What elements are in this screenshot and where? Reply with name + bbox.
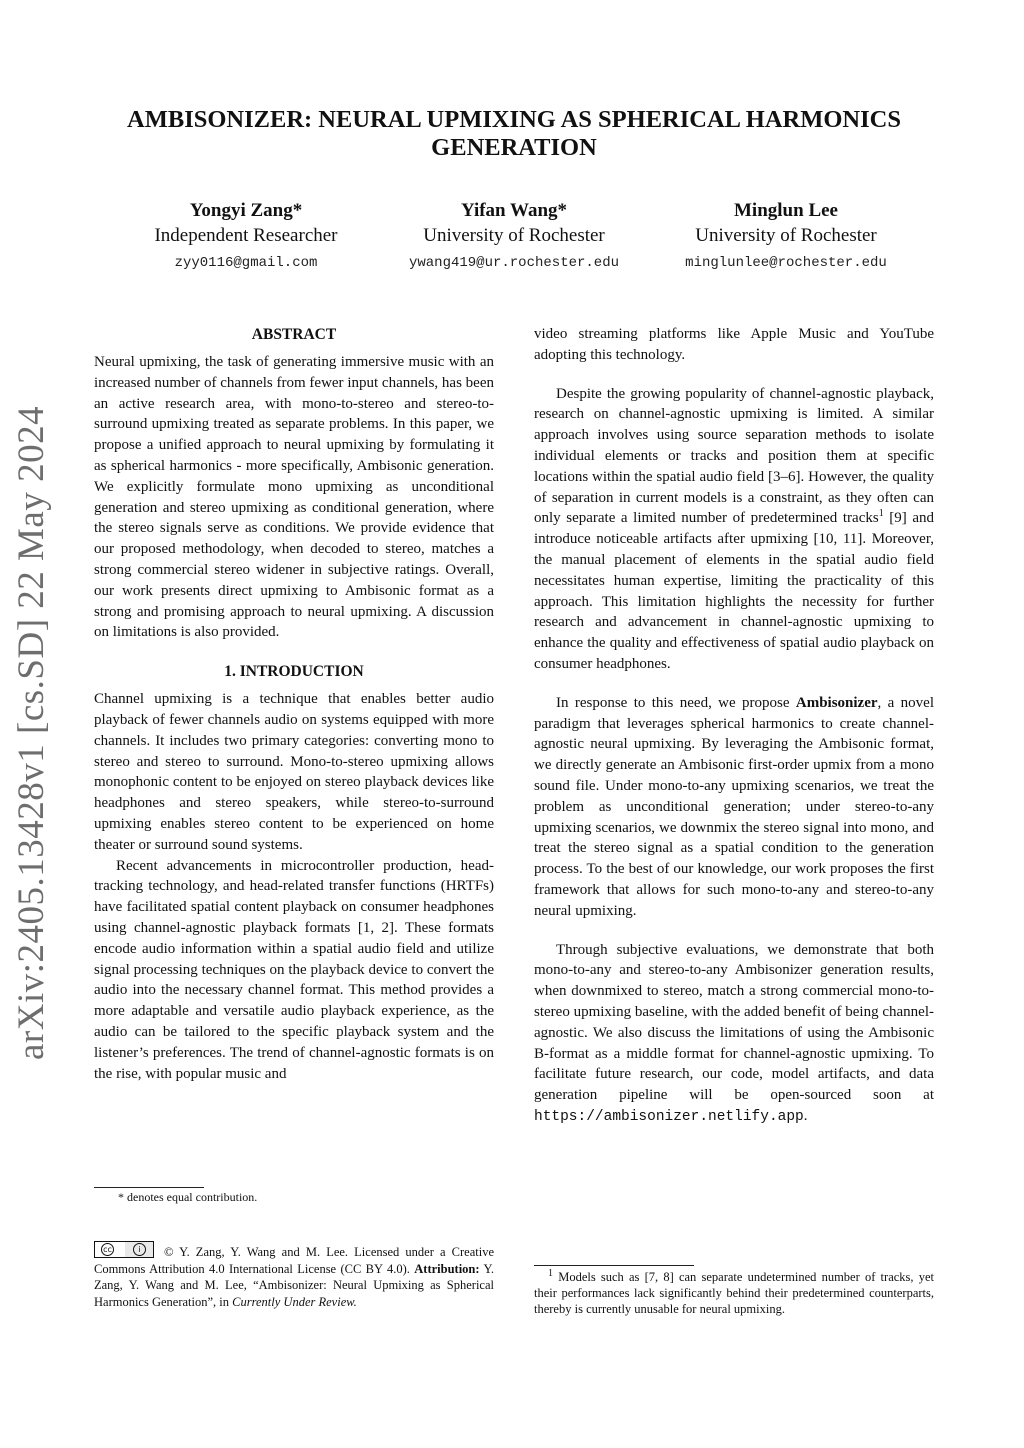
footnote-1 xyxy=(534,1269,934,1318)
method-name: Ambisonizer xyxy=(795,694,878,711)
paper-title xyxy=(96,106,932,162)
right-paragraph-2-a: In response to this need, we propose xyxy=(556,694,796,711)
abstract-text: Neural upmixing, the task of generating immersive music with an increased number of channels from fewer input channels, has been an active research area, with mono-to-stereo and stereo-to-surround upmixing treated as separate problems. In this paper, we propose a unified approach to neural upmixing by formulating it as spherical harmonics - more specifically, Ambisonic generation. We explicitly formulate mono upmixing as unconditional generation and stereo upmixing as conditional generation, where the stereo signals serve as conditions. We provide evidence that our proposed methodology, when decoded to stereo, matches a strong commercial stereo widener in subjective ratings. Overall, our work presents direct upmixing to Ambisonic format as a strong and promising approach to neural upmixing. A discussion on limitations is also provided. xyxy=(94,354,494,641)
right-paragraph-0: video streaming platforms like Apple Music and YouTube adopting this technology. xyxy=(534,326,934,363)
right-paragraph-2 xyxy=(534,693,934,922)
footnote-1-mark: 1 xyxy=(548,1267,553,1279)
footnote-1-text: Models such as [7, 8] can separate undetermined number of tracks, yet their performances lack significantly behind their predetermined counterparts, thereby is currently unusable for neural upmixing. xyxy=(534,1270,934,1317)
right-paragraph-3-a: Through subjective evaluations, we demonstrate that both mono-to-any and stereo-to-any Ambisonizer generation results, when downmixed to stereo, match a strong commercial mono-to-stereo upmixing baseline, with the added benefit of being channel-agnostic. We also discuss the limitations of using the Ambisonic B-format as a middle format for channel-agnostic upmixing. To facilitate future research, our code, model artifacts, and data generation pipeline will be open-sourced soon at xyxy=(534,941,934,1104)
license-block xyxy=(94,1241,494,1310)
intro-paragraph-1: Channel upmixing is a technique that enables better audio playback of fewer channels audio on systems equipped with more channels. It includes two primary categories: converting mono to stereo and stereo to surround. Mono-to-stereo upmixing allows monophonic content to be enjoyed on stereo playback devices like headphones and stereo speakers, while stereo-to-surround upmixing enables stereo content to be experienced on home theater or surround sound systems. xyxy=(94,691,494,853)
right-paragraph-2-b: , a novel paradigm that leverages spherical harmonics to create channel-agnostic neural upmixing. By leveraging the Ambisonic format, we directly generate an Ambisonic first-order upmix from a mono sound file. Under mono-to-any upmixing scenarios, we treat the problem as unconditional generation; under stereo-to-any upmixing scenarios, we downmix the stereo signal into mono, and treat the stereo signal as a spatial condition to the generation process. To the best of our knowledge, our work proposes the first framework that allows for such mono-to-any and stereo-to-any neural upmixing. xyxy=(534,694,934,919)
author-email[interactable]: zyy0116@gmail.com xyxy=(174,255,318,271)
abstract-heading: ABSTRACT xyxy=(251,326,337,343)
author-email[interactable]: minglunlee@rochester.edu xyxy=(685,255,887,271)
cc-icon: cc xyxy=(101,1243,114,1256)
cc-by-badge[interactable] xyxy=(94,1241,154,1258)
author-2 xyxy=(374,198,654,275)
venue: Currently Under Review. xyxy=(232,1294,357,1309)
author-affiliation: University of Rochester xyxy=(423,225,605,246)
right-paragraph-1 xyxy=(534,384,934,675)
author-1 xyxy=(106,198,386,275)
right-paragraph-1-a: Despite the growing popularity of channel-agnostic playback, research on channel-agnostic upmixing is limited. A similar approach involves using source separation methods to isolate individual elements or tracks and position them at specific locations within the spatial audio field [3–6]. However, the quality of separation in current models is a constraint, as they often can only separate a limited number of predetermined tracks xyxy=(534,385,934,527)
license-text: © Y. Zang, Y. Wang and M. Lee. Licensed under a Creative Commons Attribution 4.0 International License (CC BY 4.0). xyxy=(94,1245,494,1276)
attribution-text: Y. Zang, Y. Wang and M. Lee, “Ambisonizer: Neural Upmixing as Spherical Harmonics Generation”, in xyxy=(94,1261,494,1309)
author-3 xyxy=(646,198,926,275)
author-affiliation: University of Rochester xyxy=(695,225,877,246)
footnote-rule xyxy=(94,1187,204,1188)
right-paragraph-3 xyxy=(534,940,934,1128)
footnote-marker[interactable]: 1 xyxy=(878,508,884,520)
right-paragraph-1-b: [9] and introduce noticeable artifacts after upmixing [10, 11]. Moreover, the manual placement of elements in the spatial audio field necessitates human expertise, limiting the practicality of this approach. This limitation highlights the necessity for further research and advancement in channel-agnostic upmixing to enhance the quality and effectiveness of spatial audio playback on consumer headphones. xyxy=(534,510,934,672)
arxiv-identifier: arXiv:2405.13428v1 [cs.SD] 22 May 2024 xyxy=(11,405,52,1060)
right-column xyxy=(534,324,934,1128)
title-line-1: AMBISONIZER: NEURAL UPMIXING AS SPHERICAL HARMONICS xyxy=(127,106,901,133)
attribution-label: Attribution: xyxy=(414,1261,480,1276)
author-affiliation: Independent Researcher xyxy=(154,225,338,246)
footnote-rule-right xyxy=(534,1265,694,1266)
title-line-2: GENERATION xyxy=(431,134,597,161)
author-name: Yifan Wang* xyxy=(460,200,568,221)
intro-paragraph-2: Recent advancements in microcontroller production, head-tracking technology, and head-related transfer functions (HRTFs) have facilitated spatial content playback on consumer headphones using channel-agnostic playback formats [1, 2]. These formats encode audio information within a spatial audio field and utilize signal processing techniques on the playback device to convert the audio into the necessary channel format. This method provides a more adaptable and versatile audio playback experience, as the audio can be tailored to the specific playback system and the listener’s preferences. The trend of channel-agnostic formats is on the rise, with popular music and xyxy=(94,857,494,1082)
attribution-icon: i xyxy=(133,1243,146,1256)
right-paragraph-3-end: . xyxy=(803,1107,808,1124)
introduction-heading: 1. INTRODUCTION xyxy=(224,663,364,681)
equal-contribution-note: * denotes equal contribution. xyxy=(118,1190,258,1204)
author-name: Yongyi Zang* xyxy=(189,200,303,221)
left-column xyxy=(94,324,494,1084)
author-name: Minglun Lee xyxy=(734,200,838,221)
author-email[interactable]: ywang419@ur.rochester.edu xyxy=(408,255,620,271)
project-url-link[interactable]: https://ambisonizer.netlify.app xyxy=(534,1108,804,1125)
